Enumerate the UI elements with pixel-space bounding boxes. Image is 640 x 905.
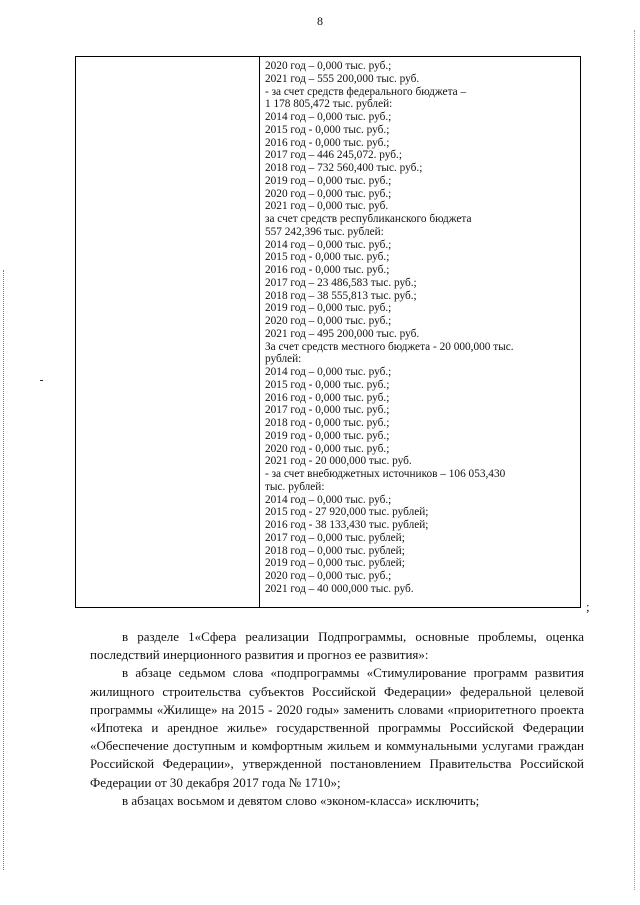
table-end-semicolon: ; [586,599,590,614]
funding-line: 2019 год – 0,000 тыс. руб.; [265,174,392,187]
funding-line: 2015 год - 0,000 тыс. руб.; [265,378,390,391]
funding-line: 2016 год - 0,000 тыс. руб.; [265,264,390,276]
scan-edge-right [634,30,636,890]
funding-line: 2016 год - 38 133,430 тыс. рублей; [265,519,429,531]
funding-line: 2019 год – 0,000 тыс. рублей; [265,557,405,570]
page-number: 8 [317,14,323,28]
funding-line: 2014 год – 0,000 тыс. руб.; [265,366,392,378]
funding-line: 2019 год - 0,000 тыс. руб.; [265,429,390,442]
funding-line: За счет средств местного бюджета - 20 000,000 тыс. [265,340,514,353]
paragraph-seventh-amendment: в абзаце седьмом слова «подпрограммы «Стимулирование программ развития жилищного строительства субъектов Российской Федерации» федеральной целевой программы «Жилище» на 2015 - 2020 годы» заменить словами «приоритетного проекта «Ипотека и арендное жилье» государственной программы Российской Федерации «Обеспечение доступным и комфортным жильем и коммунальными услугами граждан Российской Федерации», утвержденной постановлением Правительства Российской Федерации от 30 декабря 2017 года № 1710»; [90,665,584,790]
funding-line: 2018 год – 732 560,400 тыс. руб.; [265,162,423,174]
funding-line: 2015 год - 27 920,000 тыс. рублей; [265,506,429,519]
funding-line: 2021 год – 0,000 тыс. руб. [265,200,389,213]
funding-line: тыс. рублей: [265,480,325,493]
table-right-cell [265,60,575,596]
funding-line: 2015 год - 0,000 тыс. руб.; [265,123,390,136]
funding-line: 2018 год - 0,000 тыс. руб.; [265,417,390,429]
funding-line: 2020 год – 0,000 тыс. руб.; [265,315,392,327]
funding-line: 2014 год – 0,000 тыс. руб.; [265,111,392,123]
funding-line: 2021 год – 495 200,000 тыс. руб. [265,327,420,340]
paragraph-section-reference: в разделе 1«Сфера реализации Подпрограммы, основные проблемы, оценка последствий инерционного развития и прогноз ее развития»: [90,629,584,663]
funding-line: 2016 год - 0,000 тыс. руб.; [265,136,390,149]
funding-line: 2015 год - 0,000 тыс. руб.; [265,251,390,264]
funding-line: 2014 год – 0,000 тыс. руб.; [265,493,392,506]
amendment-text [90,628,584,810]
funding-line: 2014 год – 0,000 тыс. руб.; [265,238,392,251]
funding-line: 2021 год – 555 200,000 тыс. руб. [265,72,420,85]
funding-line: 2017 год - 0,000 тыс. руб.; [265,404,390,417]
funding-line: - за счет внебюджетных источников – 106 053,430 [265,468,506,480]
paragraph-eighth-ninth-amendment: в абзацах восьмом и девятом слово «эконом-класса» исключить; [122,792,480,808]
funding-line: - за счет средств федерального бюджета – [265,85,467,98]
table-left-cell [76,57,260,607]
funding-line: 2016 год - 0,000 тыс. руб.; [265,391,390,404]
funding-line: 2020 год - 0,000 тыс. руб.; [265,442,390,455]
funding-table [75,56,581,608]
funding-line: рублей: [265,353,302,366]
funding-line: 2021 год - 20 000,000 тыс. руб. [265,455,412,468]
funding-line: 2020 год – 0,000 тыс. руб.; [265,187,392,200]
funding-line: 2017 год – 23 486,583 тыс. руб.; [265,276,417,289]
funding-line: 2018 год – 0,000 тыс. рублей; [265,544,405,557]
funding-line: 2017 год – 446 245,072. руб.; [265,149,402,162]
funding-line: 2020 год – 0,000 тыс. руб.; [265,570,392,582]
scan-artifact [40,380,43,381]
funding-line: за счет средств республиканского бюджета [265,213,472,225]
funding-line: 1 178 805,472 тыс. рублей: [265,98,393,111]
funding-line: 2020 год – 0,000 тыс. руб.; [265,60,392,72]
funding-line: 2018 год – 38 555,813 тыс. руб.; [265,289,417,302]
funding-line: 557 242,396 тыс. рублей: [265,225,384,238]
funding-line: 2019 год – 0,000 тыс. руб.; [265,302,392,315]
scan-edge-left [3,270,5,870]
funding-line: 2017 год – 0,000 тыс. рублей; [265,531,405,544]
funding-line: 2021 год – 40 000,000 тыс. руб. [265,582,414,595]
